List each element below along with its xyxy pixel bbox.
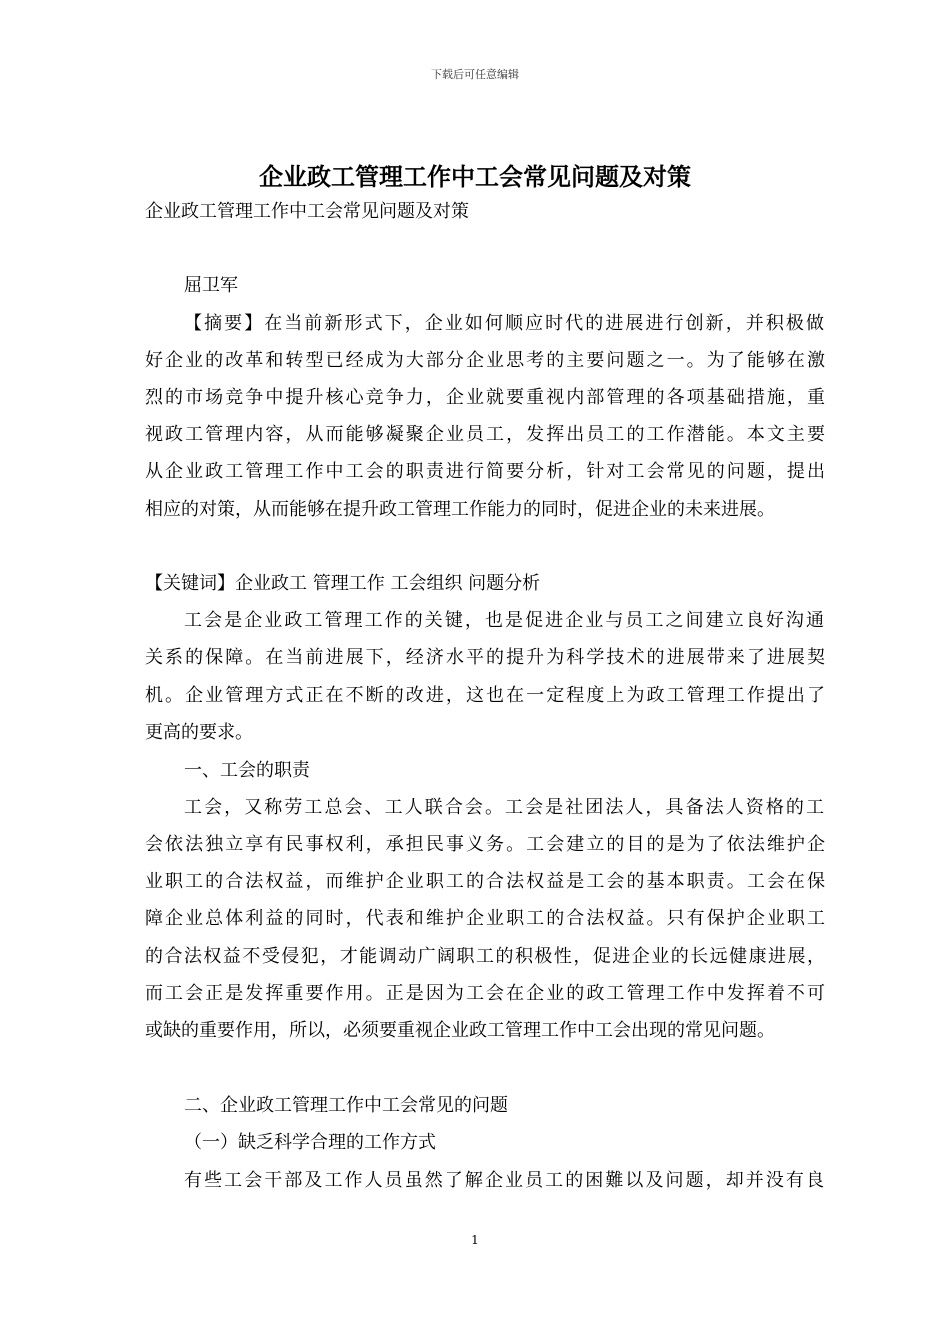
body-line: 机。企业管理方式正在不断的改进，这也在一定程度上为政工管理工作提出了: [145, 685, 825, 706]
abstract-line: 【摘要】在当前新形式下，企业如何顺应时代的进展进行创新，并积极做: [184, 313, 824, 334]
body-line: 工会是企业政工管理工作的关键，也是促进企业与员工之间建立良好沟通: [184, 610, 824, 631]
document-title: 企业政工管理工作中工会常见问题及对策: [259, 162, 691, 191]
abstract-line: 烈的市场竞争中提升核心竞争力，企业就要重视内部管理的各项基础措施，重: [145, 387, 825, 408]
body-line: 或缺的重要作用，所以，必须要重视企业政工管理工作中工会出现的常见问题。: [145, 1020, 775, 1041]
body-line: 业职工的合法权益，而维护企业职工的合法权益是工会的基本职责。工会在保: [145, 871, 825, 892]
body-line: 而工会正是发挥重要作用。正是因为工会在企业的政工管理工作中发挥着不可: [145, 983, 825, 1004]
body-line: 工会，又称劳工总会、工人联合会。工会是社团法人，具备法人资格的工: [184, 797, 824, 818]
subtitle-line: 企业政工管理工作中工会常见问题及对策: [145, 201, 469, 222]
keywords-line: 【关键词】企业政工 管理工作 工会组织 问题分析: [145, 573, 541, 594]
body-line: 会依法独立享有民事权利，承担民事义务。工会建立的目的是为了依法维护企: [145, 834, 825, 855]
body-line: 更高的要求。: [145, 722, 253, 743]
section-heading: 一、工会的职责: [184, 760, 310, 781]
abstract-line: 好企业的改革和转型已经成为大部分企业思考的主要问题之一。为了能够在激: [145, 350, 825, 371]
abstract-line: 从企业政工管理工作中工会的职责进行简要分析，针对工会常见的问题，提出: [145, 461, 825, 482]
body-line: 关系的保障。在当前进展下，经济水平的提升为科学技术的进展带来了进展契: [145, 647, 825, 668]
author-line: 屈卫军: [184, 275, 238, 296]
body-line: 障企业总体利益的同时，代表和维护企业职工的合法权益。只有保护企业职工: [145, 908, 825, 929]
page-number: 1: [471, 1233, 479, 1247]
body-line: 有些工会干部及工作人员虽然了解企业员工的困難以及问题，却并没有良: [184, 1170, 824, 1191]
subsection-heading: （一）缺乏科学合理的工作方式: [184, 1132, 436, 1153]
abstract-line: 相应的对策，从而能够在提升政工管理工作能力的同时，促进企业的未来进展。: [145, 499, 775, 520]
body-line: 的合法权益不受侵犯，才能调动广阔职工的积极性，促进企业的长远健康进展，: [145, 946, 825, 967]
abstract-line: 视政工管理内容，从而能够凝聚企业员工，发挥出员工的工作潜能。本文主要: [145, 424, 825, 445]
page-header-note: 下载后可任意编辑: [431, 68, 519, 81]
section-heading: 二、企业政工管理工作中工会常见的问题: [184, 1095, 508, 1116]
